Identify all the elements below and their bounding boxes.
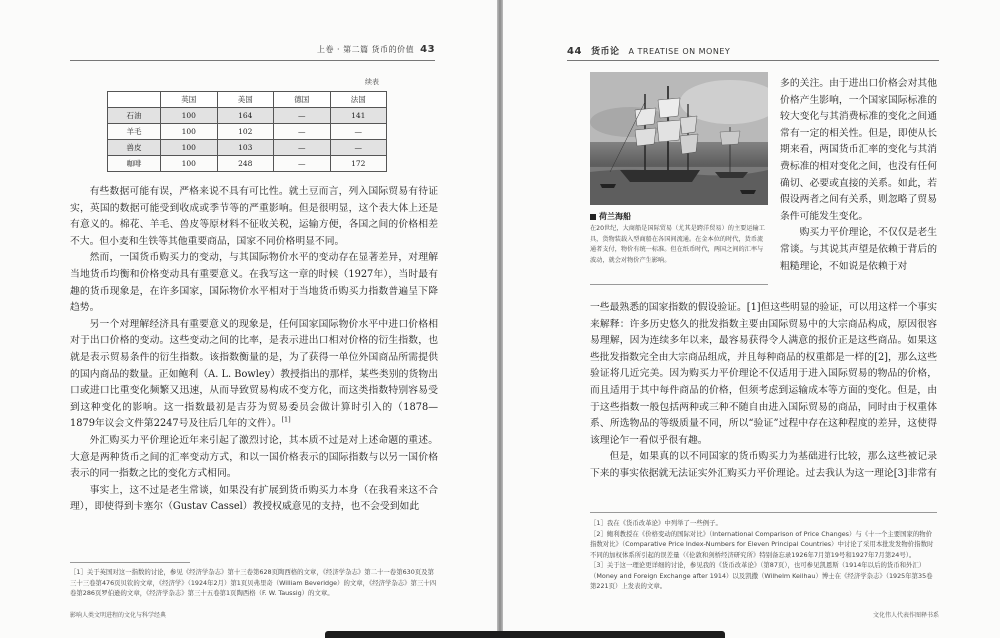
left-page [0,0,497,638]
table-cell: 兽皮 [108,140,161,156]
paragraph: 有些数据可能有误，严格来说不具有可比性。就土豆而言，列入国际贸易有待证实，英国的数据可能受到收成或季节等的严重影响。但是很明显，这个表大体上还是有意义的。棉花、羊毛、兽皮等原材料不征收关税，运输方便，各国之间的价格相差不大。但小麦和生铁等其他重要商品，国家不同价格明显不同。 [70,186,438,247]
right-footnote-rule [590,512,937,513]
table-cell: 100 [161,108,218,124]
right-page-number: 44 [567,46,582,57]
paragraph-text: 另一个对理解经济具有重要意义的现象是，任何国家国际物价水平中进口价格相对于出口价格的变动。这些变动之间的比率，是表示进出口相对价格的衍生指数，也就是表示贸易条件的衍生指数。该指数衡量的是，为了获得一单位外国商品所需提供的国内商品的数量。正如鲍利（A. L. Bowley）教授指出的那样，某些类别的货物出口或进口比重变化频繁又迅速，从而导致贸易构成不变方化，而这类指数特别容易受到这种变化的影响。这一指数最初是吉芬为贸易委员会做计算时引入的（1878—1879年议会文件第2247号及往后几年的文件）。 [70,318,438,430]
table-cell: 102 [217,124,274,140]
right-page-footer: 文化伟人代表作图释书系 [873,612,940,619]
figure-caption-text: 在20世纪，大商船是国际贸易（尤其是跨洋贸易）的主要运输工具，货物装载入型商船在各国间流通。在金本位的时代，货币流通者支付，物价有统一标准。但在纸币时代，两国之间的汇率与波动，就会对物价产生影响。 [590,225,765,264]
table-header-cell [108,92,161,108]
right-running-head [567,44,730,57]
left-header-rule [70,60,435,61]
right-body-text [590,300,937,483]
left-running-head [317,44,435,55]
footnote: ［2］鲍利教授在《价格变动的国际对比》（International Comparison of Price Changes）与《十一个主要国家的物价指数对比》（Comparative Price Index-Numbers for Eleven Principal Countries）中讨论了采用本批发发物价指数时不同的加权体系所引起的误差量（《伦敦和剑桥经济研究所》特别备忘录1926年7月第19号和1927年7月第24号）。 [590,529,934,559]
table-cell: — [274,124,331,140]
table-cell: 石油 [108,108,161,124]
left-body-text [70,184,438,516]
viewer-scrollbar[interactable] [325,631,725,638]
table-cell: — [330,124,387,140]
table-header-cell: 德国 [274,92,331,108]
table-cell: 咖啡 [108,156,161,172]
table-cell: 羊毛 [108,124,161,140]
table-cell: 164 [217,108,274,124]
table-row [108,108,387,124]
footnote-marker: [1] [281,416,291,425]
ship-illustration [590,72,768,205]
table-caption: 续表 [365,78,379,86]
paragraph: 然而，一国货币购买力的变动，与其国际物价水平的变动存在显著差异，对理解当地货币均衡和价格变动具有重要意义。在我写这一章的时候（1927年），当时最有趣的货币现象是，在许多国家，国际物价水平相对于当地货币购买力指数普遍呈下降趋势。 [70,252,438,314]
table-header-cell: 法国 [330,92,387,108]
table-cell: — [330,140,387,156]
left-page-footer: 影响人类文明进程的文化与科学经典 [70,612,167,619]
table-row [108,124,387,140]
figure-title: 荷兰海船 [599,212,631,221]
paragraph [70,317,438,433]
table-cell: 141 [330,108,387,124]
left-footnote-rule [70,562,190,563]
table-cell: — [274,156,331,172]
table-cell: 100 [161,124,218,140]
table-cell: 100 [161,156,218,172]
right-footnotes [590,518,937,592]
footnote: ［1］关于英国对这一指数的讨论，参见《经济学杂志》第十三卷第628页陶西格的文章，《经济学杂志》第二十一卷第630页及第三十三卷第476页贝钦的文章，《经济学》（1924年2月）第1页贝弗里奇（William Beveridge）的文章，《经济学杂志》第三十四卷第286页罗伯逊的文章，《经济学杂志》第三十五卷第1页陶西格（F. W. Taussig）的文章。 [70,568,437,597]
left-running-head-title: 上卷 · 第二篇 货币的价值 [317,45,415,54]
dutch-ships-painting [590,72,768,205]
table-cell: 100 [161,140,218,156]
table-header-cell: 美国 [217,92,274,108]
left-page-number: 43 [420,44,436,55]
paragraph: 事实上，这不过是老生常谈，如果没有扩展到货币购买力本身（在我看来这不合理），即使得到卡塞尔（Gustav Cassel）教授权威意见的支持，也不会受到如此 [70,484,438,513]
price-comparison-table [107,91,387,172]
table-cell: — [274,108,331,124]
footnote: ［1］我在《货币改革论》中列举了一些例子。 [590,519,722,527]
table-cell: — [274,140,331,156]
table-cell: 248 [217,156,274,172]
table-row [108,140,387,156]
right-running-head-en: A TREATISE ON MONEY [628,47,731,56]
right-header-rule [567,60,939,61]
right-page [503,0,1000,638]
paragraph: 一些最熟悉的国家指数的假设验证。[1]但这些明显的验证，可以用这样一个事实来解释：许多历史悠久的批发指数主要由国际贸易中的大宗商品构成，原因很容易理解，因为连续多年以来，最容易获得令人满意的报价正是这些商品。如果这些批发指数完全由大宗商品组成，并且每种商品的权重都是一样的[2]，那么这些验证将几近完美。因为购买力平价理论不仅适用于进入国际贸易的物品的价格，而且适用于其中每件商品的价格，但须考虑到运输成本等方面的变化。但是，由于这些指数一般包括两种或三种不随自由进入国际贸易的商品，同时由于权重体系、所选物品的等级质量不同，所以“验证”过程中存在这种程度的差异，这使得该理论乍一看似乎很有趣。 [590,302,937,446]
caption-square-icon [590,214,596,220]
table-header-row [108,92,387,108]
paragraph: 但是，如果真的以不同国家的货币购买力为基础进行比较，那么这些被记录下来的事实依据就无法证实外汇购买力平价理论。过去我认为这一理论[3]非常有 [590,451,937,479]
figure-caption-title [590,211,631,222]
left-footnotes [70,567,438,599]
right-running-head-cn: 货币论 [590,47,620,57]
table-cell: 103 [217,140,274,156]
figure-bottom-rule [590,284,768,285]
table-cell: 172 [330,156,387,172]
footnote: ［3］关于这一理论更详细的讨论，参见我的《货币改革论》（第87页），也可参见凯恩斯（1914年以后的货币和外汇）（Money and Foreign Exchange after 1914）以及凯撒（Wilhelm Keilhau）博士在《经济学杂志》（1925年第35卷第221页）上发表的文章。 [590,561,933,590]
right-column-text [780,76,937,275]
paragraph: 外汇购买力平价理论近年来引起了激烈讨论，其本质不过是对上述命题的重述。大意是两种货币之间的汇率变动方式，和以一国价格表示的国际指数与以另一国价格表示的同一指数之比的变化方式相同。 [70,434,438,480]
paragraph: 购买力平价理论，不仅仅是老生常谈。与其说其声望是依赖于背后的粗糙理论，不如说是依赖于对 [780,227,937,272]
table-row [108,156,387,172]
table-header-cell: 英国 [161,92,218,108]
paragraph: 多的关注。由于进出口价格会对其他价格产生影响，一个国家国际标准的较大变化与其消费标准的变化之间通常有一定的相关性。但是，即使从长期来看，两国货币汇率的变化与其消费标准的相对变化之间，也没有任何确切、必要或直接的关系。如此，若假设两者之间有关系，则忽略了贸易条件可能发生变化。 [780,78,937,222]
